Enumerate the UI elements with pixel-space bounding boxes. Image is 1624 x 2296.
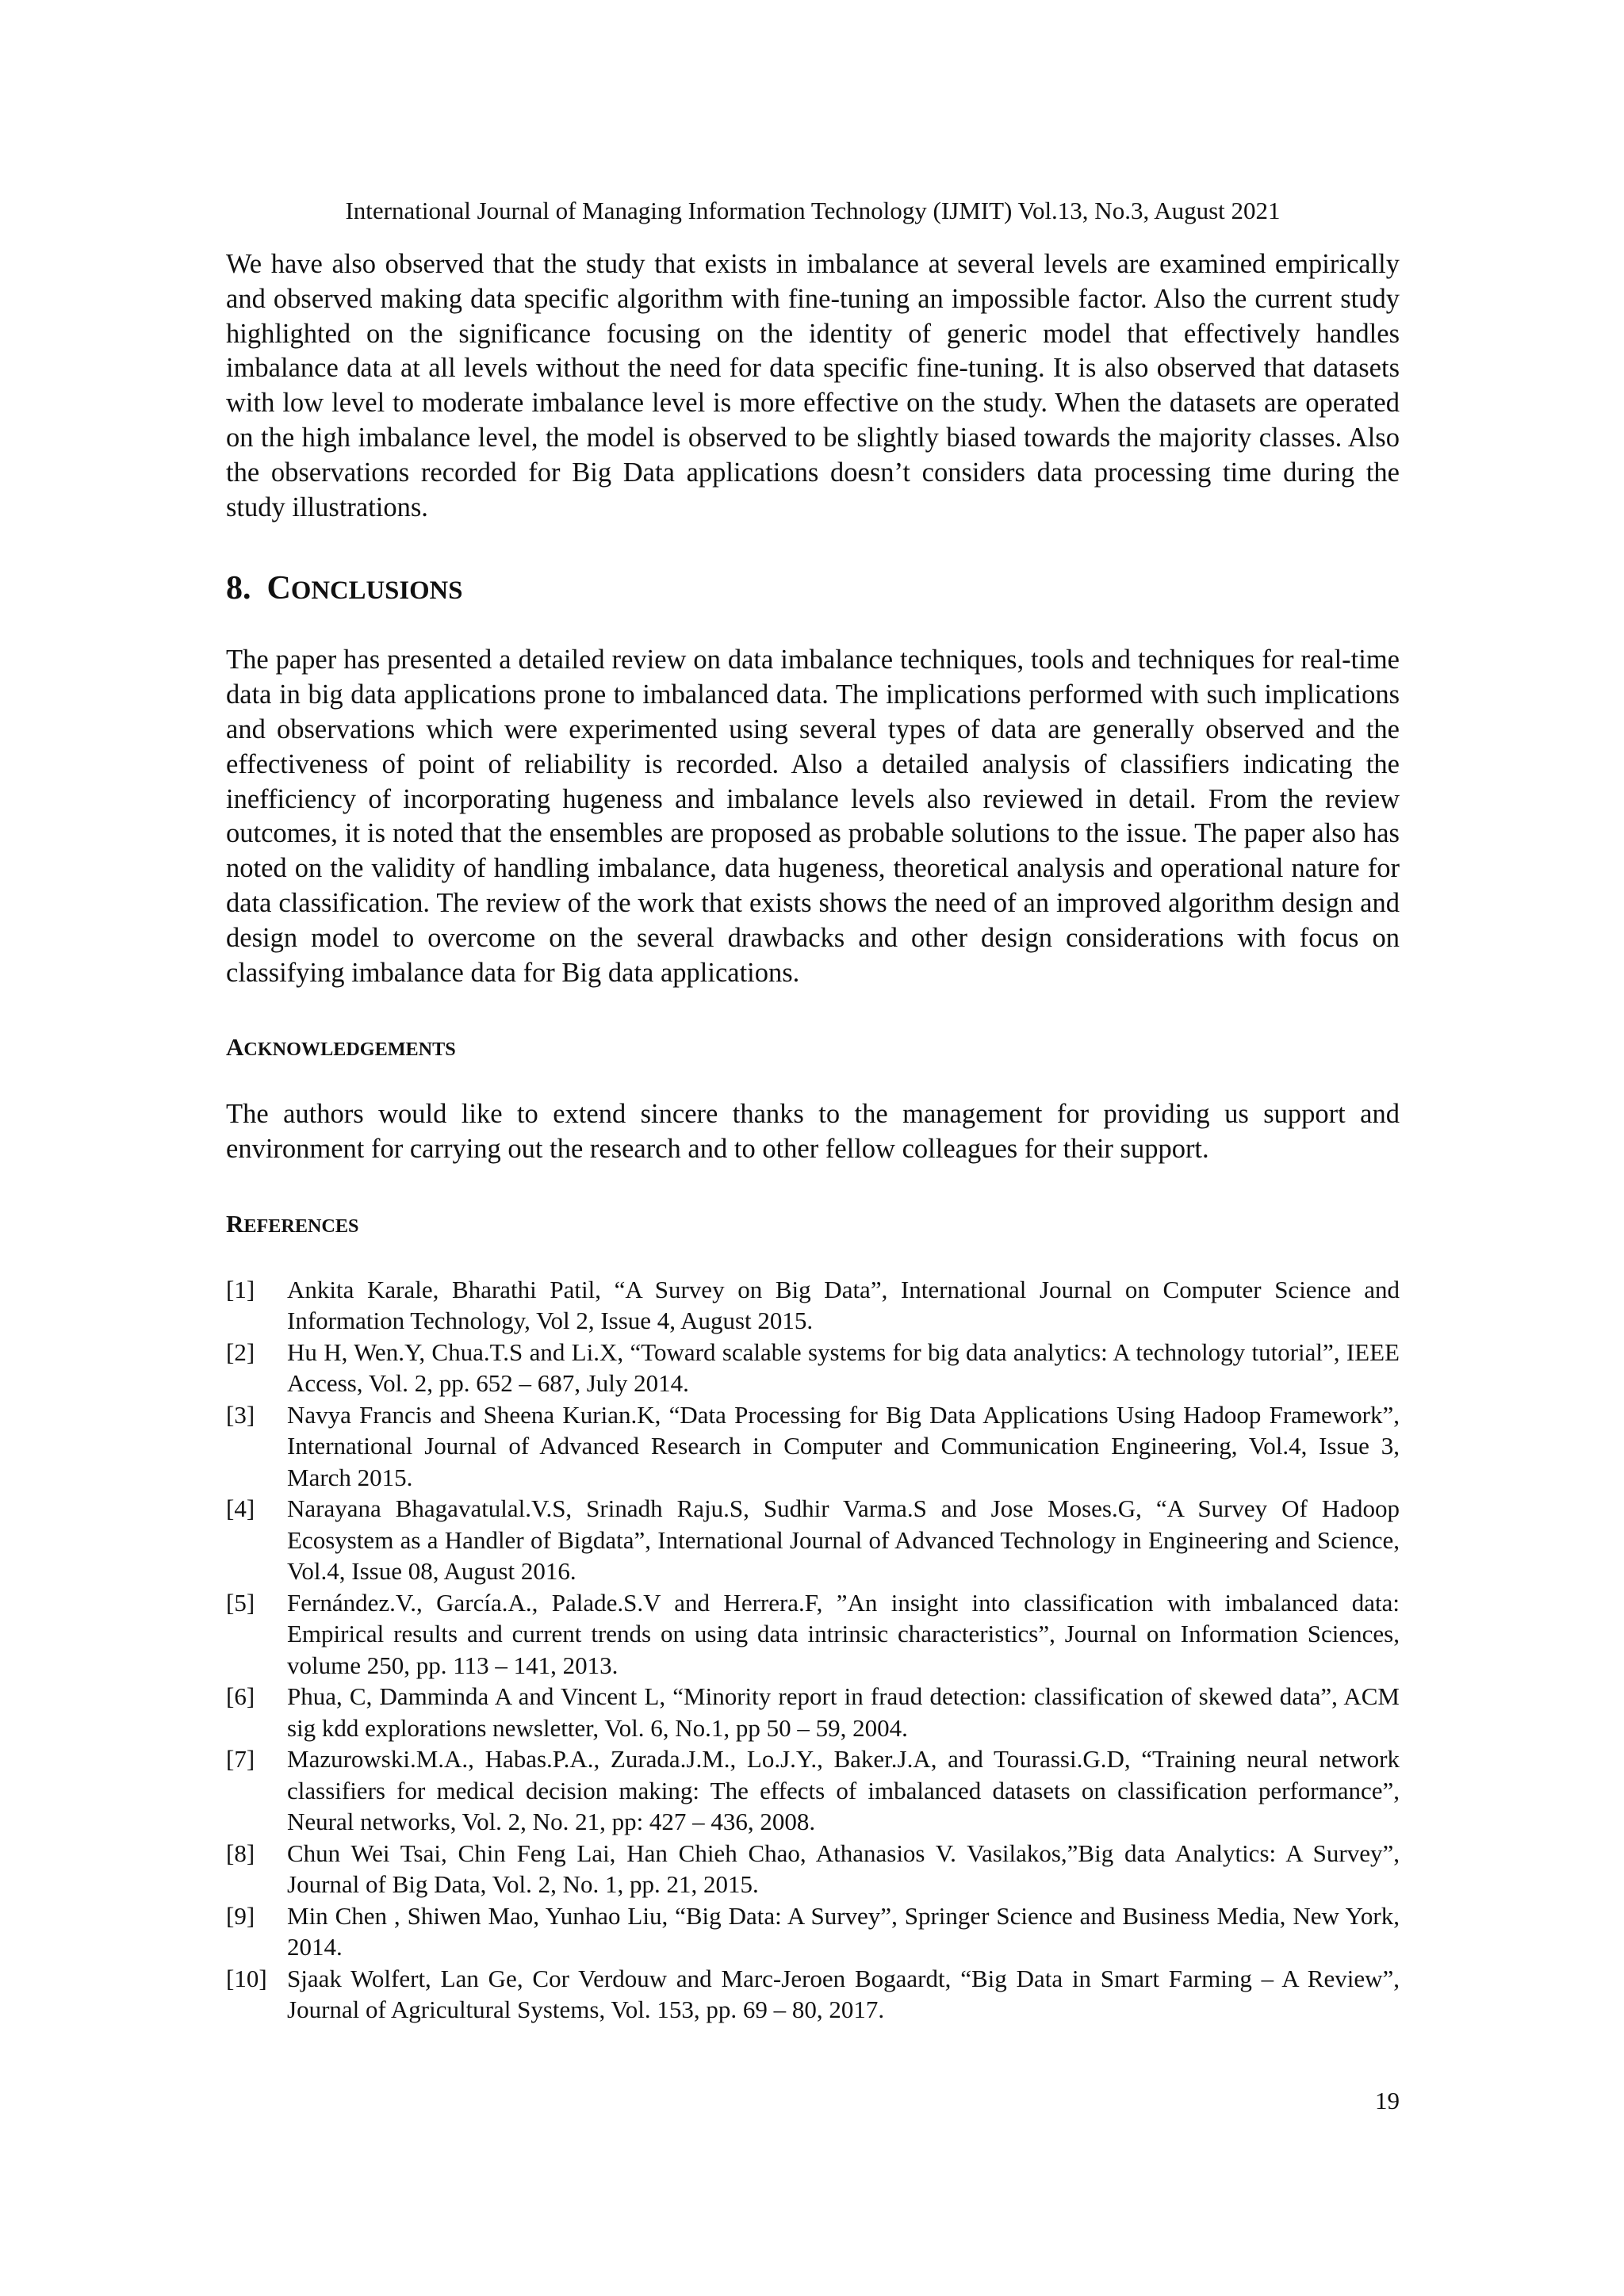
- reference-text: Chun Wei Tsai, Chin Feng Lai, Han Chieh Chao, Athanasios V. Vasilakos,”Big data Analytics: A Survey”, Journal of Big Data, Vol. 2, No. 1, pp. 21, 2015.: [287, 1839, 1400, 1899]
- reference-number: [5]: [226, 1588, 255, 1617]
- reference-number: [9]: [226, 1901, 255, 1930]
- references-heading: [226, 1208, 1400, 1242]
- reference-item: [226, 1743, 1400, 1838]
- reference-item: [226, 1337, 1400, 1399]
- acknowledgements-heading: [226, 1031, 1400, 1066]
- references-list: [226, 1274, 1400, 2026]
- reference-number: [8]: [226, 1839, 255, 1867]
- reference-text: Narayana Bhagavatulal.V.S, Srinadh Raju.S, Sudhir Varma.S and Jose Moses.G, “A Survey Of Hadoop Ecosystem as a Handler of Bigdata”, International Journal of Advanced Technology in Engineering and Science, Vol.4, Issue 08, August 2016.: [287, 1494, 1400, 1586]
- reference-item: [226, 1681, 1400, 1743]
- reference-text: Sjaak Wolfert, Lan Ge, Cor Verdouw and Marc-Jeroen Bogaardt, “Big Data in Smart Farming – A Review”, Journal of Agricultural Systems, Vol. 153, pp. 69 – 80, 2017.: [287, 1964, 1400, 2024]
- heading-rest: CKNOWLEDGEMENTS: [243, 1039, 456, 1061]
- reference-text: Navya Francis and Sheena Kurian.K, “Data Processing for Big Data Applications Using Hadoop Framework”, International Journal of Advanced Research in Computer and Communication Engineering, Vol.4, Issue 3, March 2015.: [287, 1400, 1400, 1491]
- reference-item: [226, 1963, 1400, 2026]
- heading-rest: EFERENCES: [243, 1215, 359, 1237]
- reference-item: [226, 1399, 1400, 1494]
- running-head: International Journal of Managing Information Technology (IJMIT) Vol.13, No.3, August 2021: [345, 197, 1281, 224]
- heading-rest: ONCLUSIONS: [290, 576, 463, 606]
- page-content: [226, 247, 1400, 2026]
- reference-text: Fernández.V., García.A., Palade.S.V and Herrera.F, ”An insight into classification with imbalanced data: Empirical results and current trends on using data intrinsic characteristics”, Journal on Information Sciences, volume 250, pp. 113 – 141, 2013.: [287, 1588, 1400, 1679]
- reference-number: [2]: [226, 1337, 255, 1366]
- reference-number: [3]: [226, 1400, 255, 1429]
- reference-item: [226, 1838, 1400, 1900]
- reference-number: [7]: [226, 1745, 255, 1774]
- reference-item: [226, 1900, 1400, 1963]
- reference-text: Phua, C, Damminda A and Vincent L, “Minority report in fraud detection: classification of skewed data”, ACM sig kdd explorations newsletter, Vol. 6, No.1, pp 50 – 59, 2004.: [287, 1682, 1400, 1742]
- reference-text: Ankita Karale, Bharathi Patil, “A Survey on Big Data”, International Journal on Computer Science and Information Technology, Vol 2, Issue 4, August 2015.: [287, 1275, 1400, 1335]
- reference-number: [10]: [226, 1964, 267, 1992]
- conclusions-heading: [226, 568, 1400, 611]
- heading-initial: A: [226, 1033, 244, 1062]
- intro-paragraph: We have also observed that the study that exists in imbalance at several levels are examined empirically and observed making data specific algorithm with fine-tuning an impossible factor. Also the current study highlighted on the significance focusing on the identity of generic model that effectively handles imbalance data at all levels without the need for data specific fine-tuning. It is also observed that datasets with low level to moderate imbalance level is more effective on the study. When the datasets are operated on the high imbalance level, the model is observed to be slightly biased towards the majority classes. Also the observations recorded for Big Data applications doesn’t considers data processing time during the study illustrations.: [226, 249, 1400, 522]
- reference-number: [1]: [226, 1275, 255, 1303]
- acknowledgements-paragraph: The authors would like to extend sincere thanks to the management for providing us support and environment for carrying out the research and to other fellow colleagues for their support.: [226, 1099, 1400, 1165]
- page-number: 19: [1375, 2087, 1400, 2114]
- reference-item: [226, 1587, 1400, 1682]
- reference-item: [226, 1493, 1400, 1587]
- reference-text: Min Chen , Shiwen Mao, Yunhao Liu, “Big Data: A Survey”, Springer Science and Business Media, New York, 2014.: [287, 1901, 1400, 1961]
- conclusions-paragraph: The paper has presented a detailed review on data imbalance techniques, tools and techniques for real-time data in big data applications prone to imbalanced data. The implications performed with such implications and observations which were experimented using several types of data are generally observed and the effectiveness of point of reliability is recorded. Also a detailed analysis of classifiers indicating the inefficiency of incorporating hugeness and imbalance levels also reviewed in detail. From the review outcomes, it is noted that the ensembles are proposed as probable solutions to the issue. The paper also has noted on the validity of handling imbalance, data hugeness, theoretical analysis and operational nature for data classification. The review of the work that exists shows the need of an improved algorithm design and design model to overcome on the several drawbacks and other design considerations with focus on classifying imbalance data for Big data applications.: [226, 645, 1400, 988]
- reference-text: Mazurowski.M.A., Habas.P.A., Zurada.J.M., Lo.J.Y., Baker.J.A, and Tourassi.G.D, “Training neural network classifiers for medical decision making: The effects of imbalanced datasets on classification performance”, Neural networks, Vol. 2, No. 21, pp: 427 – 436, 2008.: [287, 1745, 1400, 1836]
- reference-text: Hu H, Wen.Y, Chua.T.S and Li.X, “Toward scalable systems for big data analytics: A technology tutorial”, IEEE Access, Vol. 2, pp. 652 – 687, July 2014.: [287, 1337, 1400, 1398]
- heading-initial: R: [226, 1209, 244, 1238]
- heading-initial: C: [266, 570, 291, 607]
- section-number: 8.: [226, 570, 251, 607]
- reference-number: [6]: [226, 1682, 255, 1711]
- reference-item: [226, 1274, 1400, 1337]
- reference-number: [4]: [226, 1494, 255, 1523]
